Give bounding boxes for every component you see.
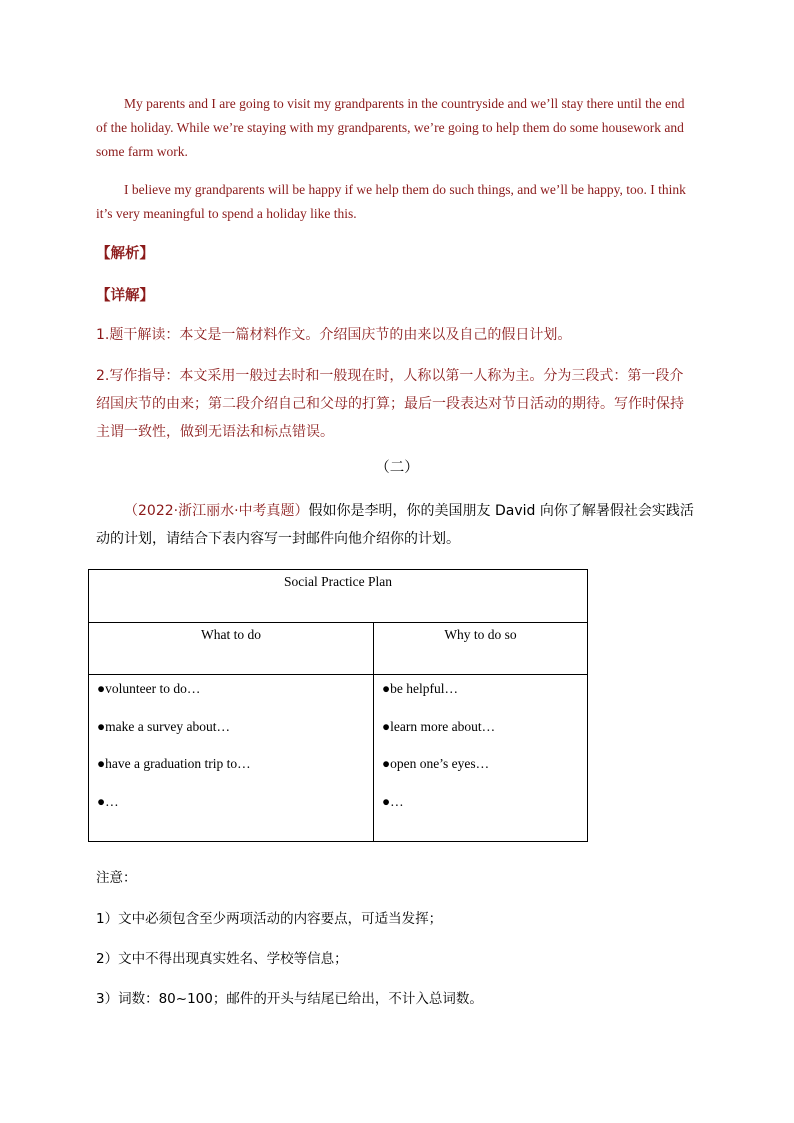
why-item: ●be helpful… bbox=[382, 681, 459, 696]
column-header-why: Why to do so bbox=[374, 623, 588, 675]
why-item: ●learn more about… bbox=[382, 718, 496, 734]
what-to-do-cell bbox=[89, 675, 374, 842]
essay-paragraph-3: I believe my grandparents will be happy if we help them do such things, and we’ll be happy, too. I think it’s very meaningful to spend a holiday like this. bbox=[96, 182, 686, 221]
column-header-what: What to do bbox=[89, 623, 374, 675]
prompt-source: （2022·浙江丽水·中考真题） bbox=[124, 503, 309, 519]
what-item: ●have a graduation trip to… bbox=[97, 756, 251, 771]
why-to-do-cell bbox=[374, 675, 588, 842]
note-item: 1）文中必须包含至少两项活动的内容要点，可适当发挥； bbox=[96, 911, 443, 927]
note-item: 2）文中不得出现真实姓名、学校等信息； bbox=[96, 951, 348, 967]
section-heading: （二） bbox=[375, 460, 419, 476]
notes-heading: 注意： bbox=[96, 870, 137, 886]
prompt-text: 假如你是李明，你的美国朋友 David 向你了解暑假社会实践活动的计划，请结合下表内容写一封邮件向他介绍你的计划。 bbox=[96, 503, 694, 547]
table-title: Social Practice Plan bbox=[89, 570, 588, 623]
writing-prompt bbox=[96, 497, 702, 553]
what-item: ●make a survey about… bbox=[97, 718, 230, 734]
what-item: ●… bbox=[97, 793, 119, 809]
social-practice-plan-table bbox=[88, 569, 588, 842]
why-item: ●… bbox=[382, 793, 404, 809]
what-item: ●volunteer to do… bbox=[97, 681, 201, 696]
essay-paragraph-2: My parents and I are going to visit my grandparents in the countryside and we’ll stay there until the end of the holiday. While we’re staying with my grandparents, we’re going to help them do some housework and some farm work. bbox=[96, 96, 685, 159]
label-jiexi: 【解析】 bbox=[96, 246, 154, 262]
analysis-point-2: 2.写作指导：本文采用一般过去时和一般现在时，人称以第一人称为主。分为三段式：第一段介绍国庆节的由来；第二段介绍自己和父母的打算；最后一段表达对节日活动的期待。写作时保持主谓一致性，做到无语法和标点错误。 bbox=[96, 368, 684, 440]
analysis-point-1: 1.题干解读：本文是一篇材料作文。介绍国庆节的由来以及自己的假日计划。 bbox=[96, 327, 572, 343]
note-item: 3）词数：80~100；邮件的开头与结尾已给出，不计入总词数。 bbox=[96, 991, 483, 1007]
why-item: ●open one’s eyes… bbox=[382, 756, 490, 771]
label-xiangjie: 【详解】 bbox=[96, 288, 154, 304]
